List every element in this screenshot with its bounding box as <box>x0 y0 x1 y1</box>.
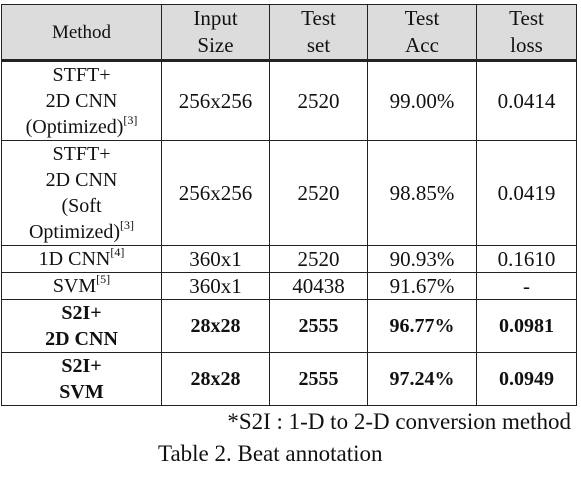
header-test-loss: Test loss <box>477 5 577 61</box>
test-loss-cell: 0.0414 <box>477 61 577 141</box>
results-table <box>1 4 577 406</box>
test-set-cell: 2520 <box>270 141 368 246</box>
table-footnote: *S2I : 1-D to 2-D conversion method <box>227 409 571 434</box>
header-test-set: Test set <box>270 5 368 61</box>
header-row <box>2 5 577 61</box>
test-set-cell: 2555 <box>270 300 368 353</box>
test-acc-cell: 99.00% <box>368 61 477 141</box>
test-acc-cell: 90.93% <box>368 246 477 273</box>
test-loss-cell: - <box>477 273 577 300</box>
test-acc-cell: 97.24% <box>368 353 477 406</box>
table-row <box>2 141 577 246</box>
test-acc-cell: 98.85% <box>368 141 477 246</box>
method-cell: STFT+ 2D CNN (Optimized)[3] <box>2 61 162 141</box>
method-cell: STFT+ 2D CNN (Soft Optimized)[3] <box>2 141 162 246</box>
header-test-acc: Test Acc <box>368 5 477 61</box>
method-cell: 1D CNN[4] <box>2 246 162 273</box>
test-loss-cell: 0.0419 <box>477 141 577 246</box>
test-set-cell: 2520 <box>270 61 368 141</box>
test-set-cell: 2520 <box>270 246 368 273</box>
input-size-cell: 256x256 <box>162 141 270 246</box>
test-acc-cell: 96.77% <box>368 300 477 353</box>
method-cell: S2I+ 2D CNN <box>2 300 162 353</box>
table-row <box>2 246 577 273</box>
input-size-cell: 256x256 <box>162 61 270 141</box>
test-loss-cell: 0.0949 <box>477 353 577 406</box>
header-method: Method <box>2 5 162 61</box>
method-cell: S2I+ SVM <box>2 353 162 406</box>
table-row <box>2 353 577 406</box>
test-loss-cell: 0.1610 <box>477 246 577 273</box>
input-size-cell: 360x1 <box>162 273 270 300</box>
input-size-cell: 28x28 <box>162 300 270 353</box>
input-size-cell: 28x28 <box>162 353 270 406</box>
input-size-cell: 360x1 <box>162 246 270 273</box>
test-loss-cell: 0.0981 <box>477 300 577 353</box>
table-row <box>2 61 577 141</box>
method-cell: SVM[5] <box>2 273 162 300</box>
test-acc-cell: 91.67% <box>368 273 477 300</box>
header-input-size: Input Size <box>162 5 270 61</box>
table-row <box>2 300 577 353</box>
test-set-cell: 40438 <box>270 273 368 300</box>
table-caption: Table 2. Beat annotation <box>158 441 383 466</box>
table-row <box>2 273 577 300</box>
test-set-cell: 2555 <box>270 353 368 406</box>
